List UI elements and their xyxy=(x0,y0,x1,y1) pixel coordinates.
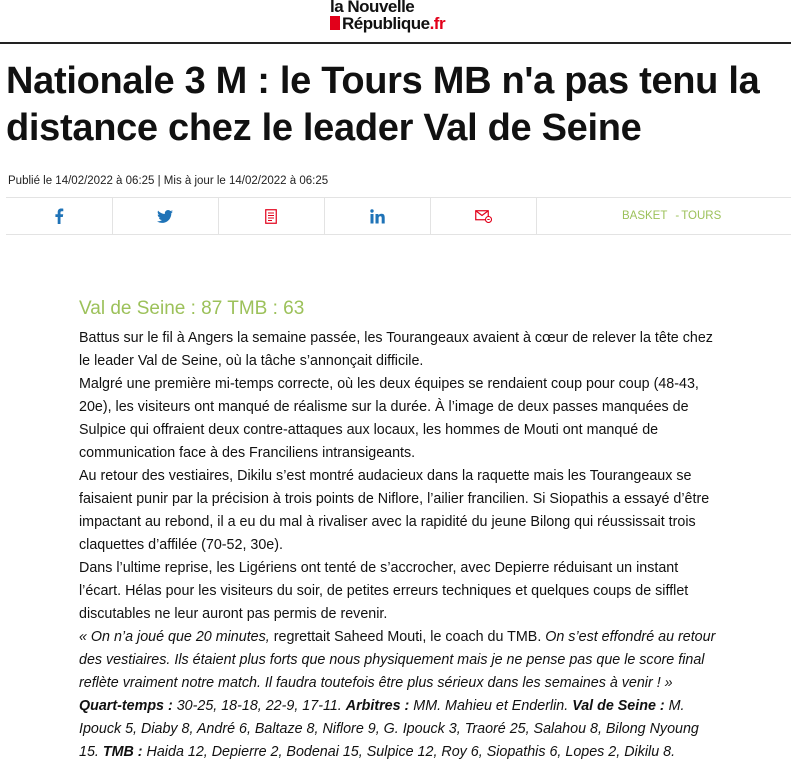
paragraph: Au retour des vestiaires, Dikilu s’est montré audacieux dans la raquette mais les Tourangeaux se faisaient punir par la précision à trois points de Niflore, l’ailier francilien. Si Siopathis a essayé d’être impactant au rebond, il a eu du mal à rivaliser avec la rapidité du jeune Bilong qui réussissait trois claquettes d’affilée (70-52, 30e). xyxy=(79,468,710,553)
logo-line-2 xyxy=(330,14,445,34)
quarters-value: 30-25, 18-18, 22-9, 17-11. xyxy=(172,698,346,714)
quote-part-2: On s’est effondré au retour des vestiaires. Ils étaient plus forts que nous physiquement mais je ne pense pas que le score final reflète vraiment notre match. Il faudra toutefois être plus sérieux dans les semaines à venir ! » xyxy=(79,629,716,691)
paragraph: Battus sur le fil à Angers la semaine passée, les Tourangeaux avaient à cœur de relever la tête chez le leader Val de Seine, où la tâche s’annonçait difficile. xyxy=(79,330,713,369)
paragraph: Malgré une première mi-temps correcte, où les deux équipes se rendaient coup pour coup (48-43, 20e), les visiteurs ont manqué de réalisme sur la durée. À l’image de deux passes manquées de Sulpice qui offraient deux contre-attaques aux locaux, les hommes de Mouti ont manqué de communication face à des Franciliens intransigeants. xyxy=(79,376,699,461)
quote-attribution: regrettait Saheed Mouti, le coach du TMB. xyxy=(269,629,546,645)
logo-suffix: .fr xyxy=(429,14,446,33)
quote-part-1: « On n’a joué que 20 minutes, xyxy=(79,629,270,645)
share-linkedin-button[interactable] xyxy=(324,198,431,234)
facebook-icon xyxy=(54,208,64,224)
match-details xyxy=(79,695,719,764)
site-header xyxy=(0,0,791,44)
tag-tours-link[interactable]: TOURS xyxy=(681,210,722,222)
email-icon xyxy=(475,210,492,223)
val-de-seine-scorers: M. Ipouck 5, Diaby 8, André 6, Baltaze 8, Niflore 9, G. Ipouck 3, Traoré 25, Salahou 8, Bilong Nyoung 15. xyxy=(79,698,699,760)
logo-mark-icon xyxy=(330,16,340,30)
share-email-button[interactable] xyxy=(430,198,537,234)
article-body xyxy=(79,327,719,764)
logo-name: République xyxy=(342,14,430,33)
tmb-label: TMB : xyxy=(102,744,143,760)
referees-value: MM. Mahieu et Enderlin. xyxy=(409,698,573,714)
twitter-icon xyxy=(157,210,173,223)
match-score: Val de Seine : 87 TMB : 63 xyxy=(79,298,305,319)
val-de-seine-label: Val de Seine : xyxy=(572,698,665,714)
site-logo[interactable] xyxy=(330,0,480,38)
article-tags xyxy=(622,198,721,234)
paragraph: Dans l’ultime reprise, les Ligériens ont tenté de s’accrocher, avec Depierre réduisant un instant l’écart. Hélas pour les visiteurs du soir, de petites erreurs techniques et quelques coups de sifflet discutables ne leur auront pas permis de revenir. xyxy=(79,560,689,622)
tmb-scorers: Haida 12, Depierre 2, Bodenai 15, Sulpice 12, Roy 6, Siopathis 6, Lopes 2, Dikilu 8. xyxy=(142,744,676,760)
print-button[interactable] xyxy=(218,198,325,234)
publish-meta: Publié le 14/02/2022 à 06:25 | Mis à jour le 14/02/2022 à 06:25 xyxy=(8,175,329,187)
quarters-label: Quart-temps : xyxy=(79,698,173,714)
coach-quote xyxy=(79,626,719,695)
logo-line-1: la Nouvelle xyxy=(330,0,415,16)
tag-basket-link[interactable]: BASKET xyxy=(622,210,668,222)
share-twitter-button[interactable] xyxy=(112,198,219,234)
print-icon xyxy=(265,209,277,224)
linkedin-icon xyxy=(370,209,385,224)
tag-separator: - xyxy=(675,210,680,222)
share-bar xyxy=(6,197,791,235)
article-title: Nationale 3 M : le Tours MB n'a pas tenu la distance chez le leader Val de Seine xyxy=(6,60,760,149)
share-facebook-button[interactable] xyxy=(6,198,113,234)
referees-label: Arbitres : xyxy=(345,698,410,714)
